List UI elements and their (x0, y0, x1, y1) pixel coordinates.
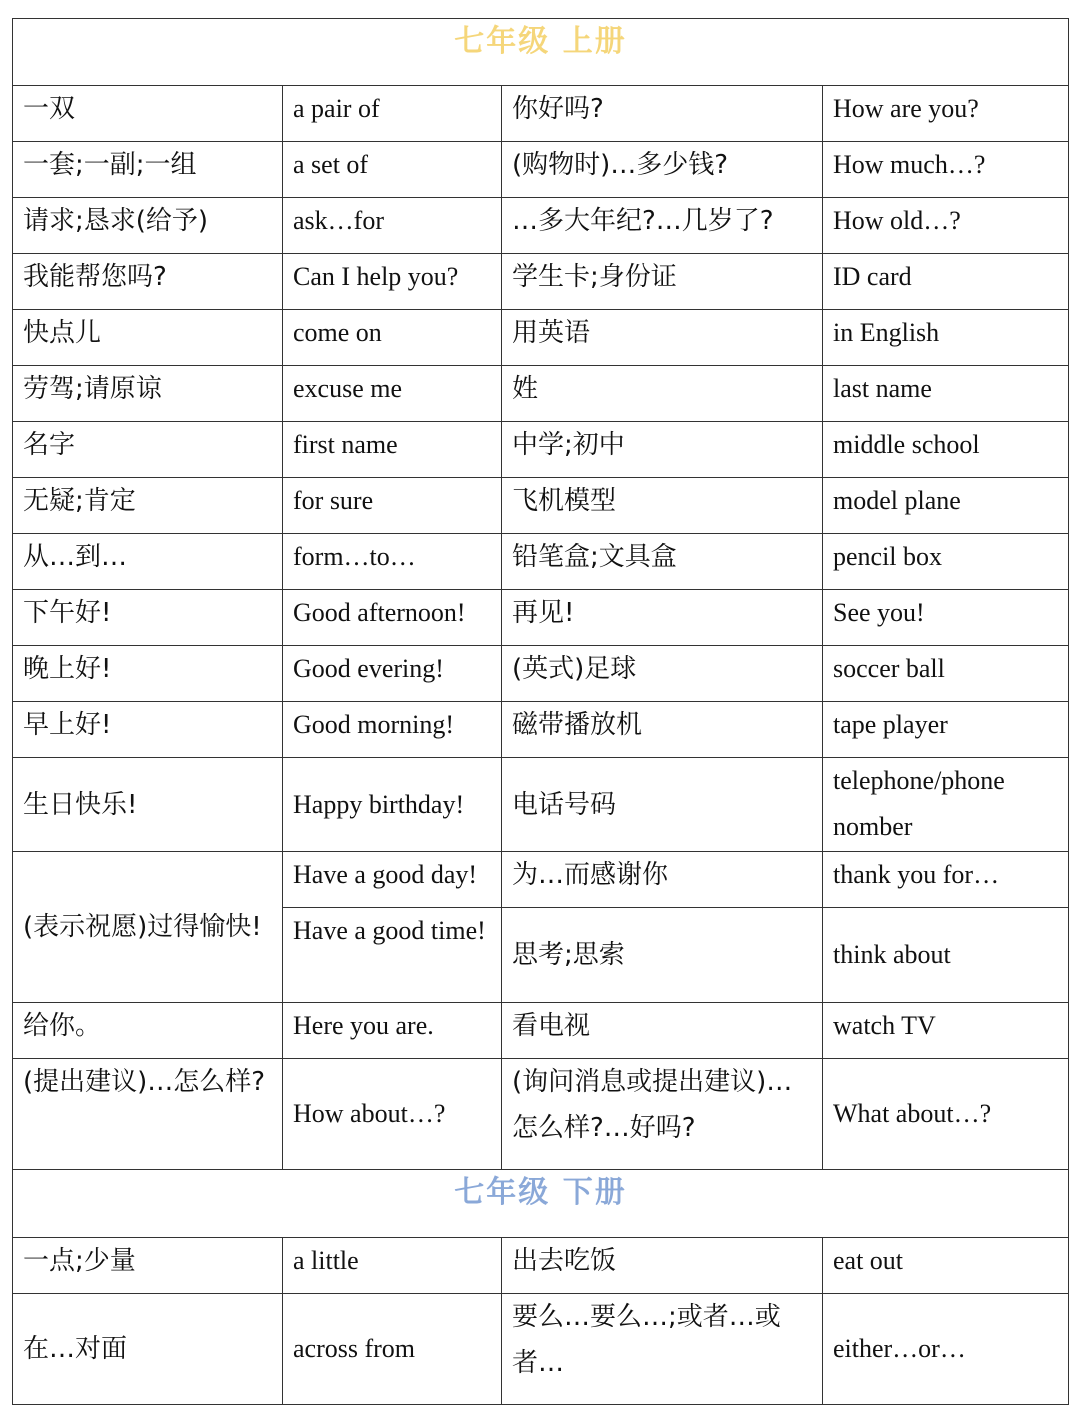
chinese-term: 劳驾;请原谅 (13, 366, 283, 422)
english-term: Here you are. (283, 1003, 502, 1059)
chinese-term: 晚上好! (13, 646, 283, 702)
table-row (13, 198, 1069, 254)
english-term: thank you for… (823, 852, 1069, 908)
english-term: think about (823, 908, 1069, 1003)
chinese-term: (表示祝愿)过得愉快! (13, 852, 283, 1003)
english-term: telephone/phone nomber (823, 758, 1069, 852)
table-row (13, 702, 1069, 758)
chinese-term: (英式)足球 (502, 646, 823, 702)
chinese-term: 飞机模型 (502, 478, 823, 534)
chinese-term: 下午好! (13, 590, 283, 646)
english-term: pencil box (823, 534, 1069, 590)
english-term: ID card (823, 254, 1069, 310)
table-row (13, 422, 1069, 478)
chinese-term: 看电视 (502, 1003, 823, 1059)
table-row (13, 86, 1069, 142)
english-term: last name (823, 366, 1069, 422)
english-term: excuse me (283, 366, 502, 422)
english-term: model plane (823, 478, 1069, 534)
chinese-term: 磁带播放机 (502, 702, 823, 758)
chinese-term: 姓 (502, 366, 823, 422)
chinese-term: 一点;少量 (13, 1238, 283, 1294)
chinese-term: 生日快乐! (13, 758, 283, 852)
chinese-term: 为…而感谢你 (502, 852, 823, 908)
english-term: How are you? (823, 86, 1069, 142)
chinese-term: (提出建议)…怎么样? (13, 1059, 283, 1170)
english-term: either…or… (823, 1294, 1069, 1405)
section-title-lower: 七年级 下册 (13, 1170, 1069, 1238)
chinese-term: 要么…要么…;或者…或者… (502, 1294, 823, 1405)
table-row (13, 478, 1069, 534)
table-row (13, 142, 1069, 198)
english-term: a little (283, 1238, 502, 1294)
english-term: Have a good time! (283, 908, 502, 1003)
english-term: What about…? (823, 1059, 1069, 1170)
table-row (13, 646, 1069, 702)
table-row (13, 1294, 1069, 1405)
table-row (13, 534, 1069, 590)
chinese-term: 在…对面 (13, 1294, 283, 1405)
english-term: middle school (823, 422, 1069, 478)
english-term: How much…? (823, 142, 1069, 198)
chinese-term: 名字 (13, 422, 283, 478)
english-term: How old…? (823, 198, 1069, 254)
english-term: for sure (283, 478, 502, 534)
english-term: in English (823, 310, 1069, 366)
english-term: Good evering! (283, 646, 502, 702)
english-term: See you! (823, 590, 1069, 646)
english-term: a pair of (283, 86, 502, 142)
chinese-term: (购物时)…多少钱? (502, 142, 823, 198)
table-row (13, 366, 1069, 422)
english-term: form…to… (283, 534, 502, 590)
chinese-term: 中学;初中 (502, 422, 823, 478)
chinese-term: 思考;思索 (502, 908, 823, 1003)
chinese-term: 无疑;肯定 (13, 478, 283, 534)
table-row (13, 758, 1069, 852)
chinese-term: 学生卡;身份证 (502, 254, 823, 310)
english-term: Can I help you? (283, 254, 502, 310)
table-row (13, 852, 1069, 908)
english-term: ask…for (283, 198, 502, 254)
chinese-term: 你好吗? (502, 86, 823, 142)
english-term: soccer ball (823, 646, 1069, 702)
vocab-table (12, 18, 1069, 1405)
chinese-term: 给你。 (13, 1003, 283, 1059)
english-term: Good afternoon! (283, 590, 502, 646)
table-row (13, 590, 1069, 646)
table-row (13, 310, 1069, 366)
english-term: watch TV (823, 1003, 1069, 1059)
chinese-term: 一双 (13, 86, 283, 142)
english-term: tape player (823, 702, 1069, 758)
english-term: come on (283, 310, 502, 366)
chinese-term: 从…到… (13, 534, 283, 590)
english-term: eat out (823, 1238, 1069, 1294)
english-term: first name (283, 422, 502, 478)
chinese-term: …多大年纪?…几岁了? (502, 198, 823, 254)
table-row (13, 1003, 1069, 1059)
english-term: Happy birthday! (283, 758, 502, 852)
table-row (13, 1059, 1069, 1170)
english-term: a set of (283, 142, 502, 198)
english-term: across from (283, 1294, 502, 1405)
chinese-term: 出去吃饭 (502, 1238, 823, 1294)
chinese-term: 我能帮您吗? (13, 254, 283, 310)
chinese-term: 请求;恳求(给予) (13, 198, 283, 254)
chinese-term: 用英语 (502, 310, 823, 366)
english-term: Good morning! (283, 702, 502, 758)
table-row (13, 254, 1069, 310)
english-term: Have a good day! (283, 852, 502, 908)
chinese-term: (询问消息或提出建议)…怎么样?…好吗? (502, 1059, 823, 1170)
chinese-term: 早上好! (13, 702, 283, 758)
english-term: How about…? (283, 1059, 502, 1170)
chinese-term: 铅笔盒;文具盒 (502, 534, 823, 590)
section-title-upper: 七年级 上册 (13, 19, 1069, 86)
table-row (13, 1238, 1069, 1294)
chinese-term: 快点儿 (13, 310, 283, 366)
chinese-term: 电话号码 (502, 758, 823, 852)
chinese-term: 一套;一副;一组 (13, 142, 283, 198)
chinese-term: 再见! (502, 590, 823, 646)
